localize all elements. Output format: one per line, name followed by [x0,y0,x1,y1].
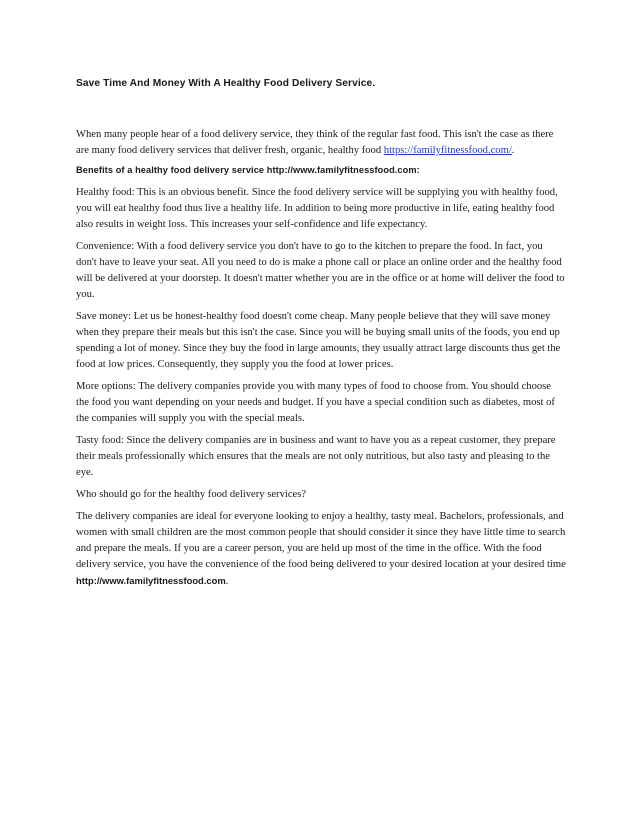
paragraph-convenience: Convenience: With a food delivery service you don't have to go to the kitchen to prepare the food. In fact, you don't have to leave your seat. All you need to do is make a phone call or place an online order and the healthy food will be delivered at your doorstep. It doesn't matter whether you are in the office or at home will deliver the food to you. [76,241,565,300]
paragraph-who-should: Who should go for the healthy food delivery services? [76,489,307,500]
intro-end: . [511,145,515,156]
final-end: . [225,576,229,587]
final-text: The delivery companies are ideal for everyone looking to enjoy a healthy, tasty meal. Bachelors, professionals, and women with small children are the most common people that should consider it since they have little time to search and prepare the meals. If you are a career person, you are held up most of the time in the office. With the food delivery service, you have the convenience of the food being delivered to your desired location at your desired time [76,511,566,570]
document-body [76,78,566,596]
intro-text: When many people hear of a food delivery service, they think of the regular fast food. This isn't the case as there are many food delivery services that deliver fresh, organic, healthy food [76,129,554,156]
paragraph-more-options: More options: The delivery companies provide you with many types of food to choose from. You should choose the food you want depending on your needs and budget. If you have a special condition such as diabetes, most of the companies will supply you with the special meals. [76,381,555,424]
paragraph-tasty-food: Tasty food: Since the delivery companies are in business and want to have you as a repeat customer, they prepare their meals professionally which ensures that the meals are not only nutritious, but also tasty and pleasing to the eye. [76,435,556,478]
benefits-subheading: Benefits of a healthy food delivery service http://www.familyfitnessfood.com: [76,165,420,175]
document-title: Save Time And Money With A Healthy Food Delivery Service. [76,78,376,89]
paragraph-save-money: Save money: Let us be honest-healthy food doesn't come cheap. Many people believe that they will save money when they prepare their meals but this isn't the case. Since you will be buying small units of the foods, you end up spending a lot of money. Since they buy the food in large amounts, they usually attract large discounts thus get the food at low prices. Consequently, they supply you the food at lower prices. [76,311,561,370]
paragraph-healthy-food: Healthy food: This is an obvious benefit. Since the food delivery service will be supplying you with healthy food, you will eat healthy food thus live a healthy life. In addition to being more productive in life, eating healthy food also results in weight loss. This increases your self-confidence and life expectancy. [76,187,558,230]
final-url: http://www.familyfitnessfood.com [76,575,226,586]
intro-paragraph [76,127,566,159]
intro-link[interactable]: https://familyfitnessfood.com/ [383,145,512,156]
final-paragraph [76,509,566,590]
